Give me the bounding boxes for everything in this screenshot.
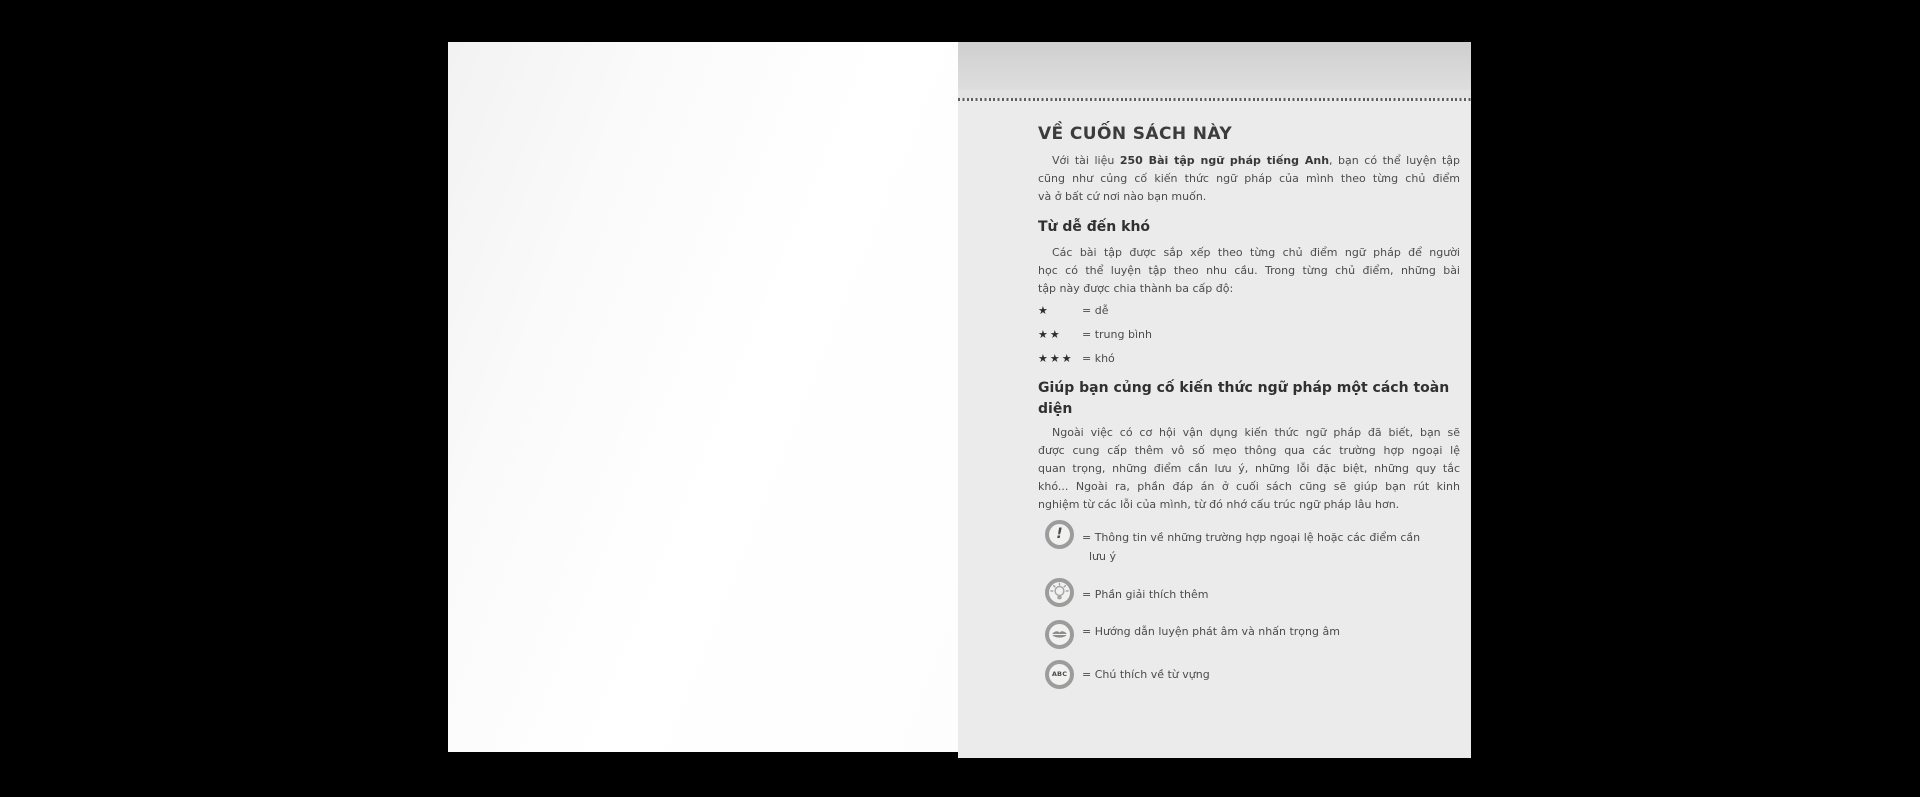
level-label: = khó xyxy=(1082,352,1115,365)
lips-glyph xyxy=(1049,624,1070,645)
text-line: cũng như củng cố kiến thức ngữ pháp của mình theo từng chủ điểm xyxy=(1038,172,1460,185)
level-label: = trung bình xyxy=(1082,328,1152,341)
level-label: = dễ xyxy=(1082,304,1109,317)
legend-text xyxy=(1082,622,1460,641)
star-rating-icon: ★ xyxy=(1038,304,1050,317)
text-line: học có thể luyện tập theo nhu cầu. Trong từng chủ điểm, những bài xyxy=(1038,264,1460,277)
left-blank-page xyxy=(448,42,958,752)
lightbulb-glyph xyxy=(1049,582,1070,603)
book-title-bold: 250 Bài tập ngữ pháp tiếng Anh xyxy=(1119,154,1330,167)
text-line: Các bài tập được sắp xếp theo từng chủ điểm ngữ pháp để người xyxy=(1052,246,1460,259)
difficulty-levels-list xyxy=(1038,303,1460,375)
intro-paragraph xyxy=(1038,152,1460,206)
right-page xyxy=(958,42,1471,758)
text-line: được cung cấp thêm vô số mẹo thông qua các trường hợp ngoại lệ xyxy=(1038,444,1460,457)
lightbulb-icon xyxy=(1045,578,1074,607)
intro-text: , bạn có thể luyện tập xyxy=(1329,154,1460,167)
text-line: quan trọng, những điểm cần lưu ý, những lỗi đặc biệt, những quy tắc xyxy=(1038,462,1460,475)
list-item xyxy=(1038,327,1460,351)
list-item xyxy=(1038,303,1460,327)
legend-text xyxy=(1082,585,1460,604)
text-line: tập này được chia thành ba cấp độ: xyxy=(1038,282,1234,295)
text-line: = Thông tin về những trường hợp ngoại lệ hoặc các điểm cần xyxy=(1082,531,1421,544)
text-line: và ở bất cứ nơi nào bạn muốn. xyxy=(1038,190,1207,203)
icon-legend xyxy=(1038,519,1460,719)
comprehensive-paragraph xyxy=(1038,424,1460,514)
lips-icon xyxy=(1045,620,1074,649)
text-line: nghiệm từ các lỗi của mình, từ đó nhớ cấu trúc ngữ pháp lâu hơn. xyxy=(1038,498,1400,511)
star-rating-icon: ★★★ xyxy=(1038,352,1074,365)
list-item xyxy=(1038,351,1460,375)
heading-line: Giúp bạn củng cố kiến thức ngữ pháp một cách toàn xyxy=(1038,380,1450,396)
text-line: Ngoài việc có cơ hội vận dụng kiến thức ngữ pháp đã biết, bạn sẽ xyxy=(1052,426,1460,439)
exclamation-icon xyxy=(1045,520,1074,549)
page-header-band-edge xyxy=(958,90,1471,98)
text-line: = Hướng dẫn luyện phát âm và nhấn trọng âm xyxy=(1082,625,1340,638)
intro-text: Với tài liệu xyxy=(1052,154,1120,167)
heading-line: diện xyxy=(1038,401,1073,417)
abc-icon xyxy=(1045,660,1074,689)
section-heading-difficulty: Từ dễ đến khó xyxy=(1038,219,1151,235)
dotted-divider xyxy=(958,98,1471,101)
text-line: lưu ý xyxy=(1089,550,1117,563)
abc-glyph: ABC xyxy=(1051,670,1068,678)
exclamation-glyph: ! xyxy=(1056,526,1063,542)
text-line: khó... Ngoài ra, phần đáp án ở cuối sách cũng sẽ giúp bạn rút kinh xyxy=(1038,480,1460,493)
text-line: = Chú thích về từ vựng xyxy=(1082,668,1210,681)
star-rating-icon: ★★ xyxy=(1038,328,1062,341)
page-title: VỀ CUỐN SÁCH NÀY xyxy=(1038,124,1233,144)
text-line xyxy=(1038,152,1460,170)
legend-text xyxy=(1082,528,1460,566)
text-line: = Phần giải thích thêm xyxy=(1082,588,1209,601)
legend-text xyxy=(1082,665,1460,684)
section-heading-comprehensive xyxy=(1038,378,1460,420)
difficulty-paragraph xyxy=(1038,244,1460,298)
page-header-band xyxy=(958,42,1471,90)
